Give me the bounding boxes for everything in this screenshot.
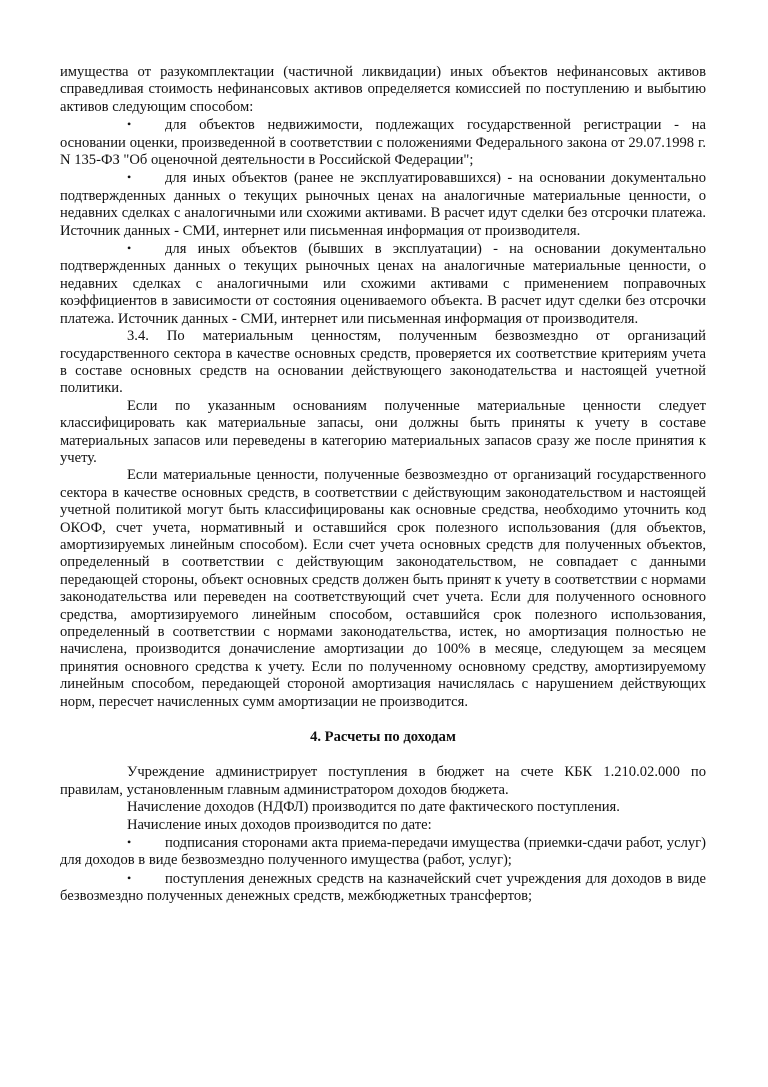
bullet-icon: • bbox=[127, 870, 132, 885]
bullet-icon: • bbox=[127, 170, 132, 185]
paragraph-fixed-assets: Если материальные ценности, полученные безвозмездно от организаций государственного сектора в качестве основных средств, в соответствии с действующим законодательством и настоящей учетной политикой могут быть классифицированы как основные средства, необходимо уточнить код ОКОФ, счет учета, нормативный и оставшийся срок полезного использования (для объектов, амортизируемых линейным способом). Если счет учета основных средств для полученных объектов, определенный в соответствии с действующим законодательством, не совпадает с данными передающей стороны, объект основных средств должен быть принят к учету в соответствии с нормами законодательства или переведен на соответствующий счет учета. Если для полученного основного средства, амортизируемого линейным способом, оставшийся срок полезного использования, определенный в соответствии с нормами законодательства, истек, но амортизация полностью не начислена, производится доначисление амортизации до 100% в месяце, следующем за месяцем принятия основного средства к учету. Если по полученному основному средству, амортизируемому линейным способом, передающей стороной амортизация начислялась с нарушением действующих норм, пересчет начисленных сумм амортизации не производится. bbox=[60, 467, 706, 710]
paragraph-kbk: Учреждение администрирует поступления в бюджет на счете КБК 1.210.02.000 по правилам, установленным главным администратором доходов бюджета. bbox=[60, 764, 706, 798]
document-page bbox=[60, 64, 706, 906]
list-item-new-objects bbox=[60, 169, 706, 240]
bullet-icon: • bbox=[127, 117, 132, 132]
list-item-real-estate bbox=[60, 116, 706, 169]
bullet-icon: • bbox=[127, 241, 132, 256]
section-heading: 4. Расчеты по доходам bbox=[310, 729, 456, 746]
paragraph-other-income: Начисление иных доходов производится по дате: bbox=[127, 816, 432, 833]
bullet-icon: • bbox=[127, 835, 132, 850]
list-item-text: для объектов недвижимости, подлежащих государственной регистрации - на основании оценки, произведенной в соответствии с положениями Федерального закона от 29.07.1998 г. N 135-ФЗ "Об оценочной деятельности в Российской Федерации"; bbox=[60, 117, 706, 169]
list-item-text: для иных объектов (бывших в эксплуатации) - на основании документально подтвержденных данных о текущих рыночных ценах на аналогичные материальные ценности, о недавних сделках с аналогичными или схожими активами с применением поправочных коэффициентов в зависимости от состояния оцениваемого объекта. В расчет идут сделки без отсрочки платежа. Источник данных - СМИ, интернет или письменная информация от производителя. bbox=[60, 241, 706, 327]
paragraph-intro: имущества от разукомплектации (частичной ликвидации) иных объектов нефинансовых активов справедливая стоимость нефинансовых активов определяется комиссией по поступлению и выбытию активов следующим способом: bbox=[60, 64, 706, 115]
paragraph-3-4: 3.4. По материальным ценностям, полученным безвозмездно от организаций государственного сектора в качестве основных средств, проверяется их соответствие критериям учета в составе основных средств на основании действующего законодательства и настоящей учетной политики. bbox=[60, 328, 706, 397]
paragraph-material-stocks: Если по указанным основаниям полученные материальные ценности следует классифицировать как материальные запасы, они должны быть приняты к учету в составе материальных запасов или переведены в категорию материальных запасов сразу же после принятия к учету. bbox=[60, 397, 706, 466]
list-item-text: подписания сторонами акта приема-передачи имущества (приемки-сдачи работ, услуг) для доходов в виде безвозмездно полученного имущества (работ, услуг); bbox=[60, 835, 706, 869]
paragraph-ndfl: Начисление доходов (НДФЛ) производится по дате фактического поступления. bbox=[127, 799, 620, 816]
list-item-funds-receipt bbox=[60, 870, 706, 906]
list-item-text: поступления денежных средств на казначейский счет учреждения для доходов в виде безвозмездно полученных денежных средств, межбюджетных трансфертов; bbox=[60, 870, 706, 905]
list-item-used-objects bbox=[60, 240, 706, 328]
list-item-text: для иных объектов (ранее не эксплуатировавшихся) - на основании документально подтвержденных данных о текущих рыночных ценах на аналогичные материальные ценности, о недавних сделках с аналогичными или схожими активами. В расчет идут сделки без отсрочки платежа. Источник данных - СМИ, интернет или письменная информация от производителя. bbox=[60, 170, 706, 239]
list-item-acceptance-act bbox=[60, 834, 706, 870]
